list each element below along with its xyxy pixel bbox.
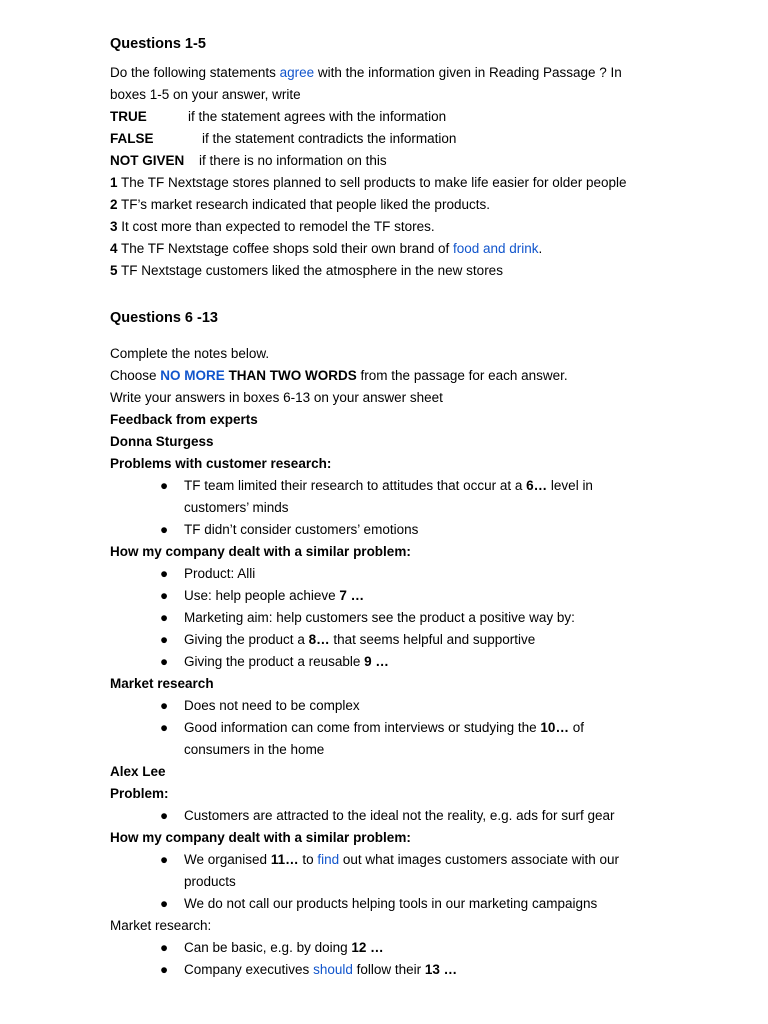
bullet-icon: ● xyxy=(160,610,169,625)
not-given-keyword: NOT GIVEN xyxy=(110,153,185,168)
gap-10: 10… xyxy=(540,720,569,735)
find-link[interactable]: find xyxy=(317,852,340,867)
gap-11: 11… xyxy=(270,852,299,867)
no-more-link[interactable]: NO MORE xyxy=(160,368,225,383)
list-item xyxy=(0,519,768,541)
intro-text: Do the following statements xyxy=(110,65,280,80)
gap-6: 6… xyxy=(526,478,548,493)
statement-number: 4 xyxy=(110,241,118,256)
donna-solution-list xyxy=(0,563,768,673)
list-item xyxy=(0,563,768,585)
how-company-heading-2: How my company dealt with a similar problem: xyxy=(110,830,411,845)
item-text-2: that seems helpful and supportive xyxy=(329,632,536,647)
statement-number: 2 xyxy=(110,197,118,212)
bullet-icon: ● xyxy=(160,896,169,911)
food-and-drink-link[interactable]: food and drink xyxy=(452,241,539,256)
item-text: Company executives xyxy=(184,962,314,977)
bullet-icon: ● xyxy=(160,588,169,603)
q1-instructions xyxy=(110,62,627,282)
statement-text: The TF Nextstage coffee shops sold their own brand of xyxy=(117,241,453,256)
problem-heading: Problem: xyxy=(110,786,169,801)
item-text: We do not call our products helping tools in our marketing campaigns xyxy=(184,896,598,911)
gap-12: 12 … xyxy=(351,940,384,955)
choose-text-end: from the passage for each answer. xyxy=(356,368,568,383)
true-option xyxy=(110,106,627,128)
gap-9: 9 … xyxy=(364,654,389,669)
bullet-icon: ● xyxy=(160,720,169,735)
bullet-icon: ● xyxy=(160,478,169,493)
item-text-2: follow their xyxy=(352,962,425,977)
item-text: Use: help people achieve xyxy=(184,588,340,603)
item-text: We organised xyxy=(184,852,271,867)
bullet-icon: ● xyxy=(160,808,169,823)
q2-heading: Questions 6 -13 xyxy=(110,310,218,326)
statement-number: 3 xyxy=(110,219,118,234)
problems-heading: Problems with customer research: xyxy=(110,456,332,471)
should-link[interactable]: should xyxy=(313,962,353,977)
item-text: Customers are attracted to the ideal not the reality, e.g. ads for surf gear xyxy=(184,808,615,823)
list-item xyxy=(0,585,768,607)
item-text: Giving the product a xyxy=(184,632,309,647)
item-text-2: to xyxy=(298,852,318,867)
q1-intro-line-2: boxes 1-5 on your answer, write xyxy=(110,87,301,102)
statement-text: The TF Nextstage stores planned to sell products to make life easier for older people xyxy=(117,175,627,190)
list-item xyxy=(0,937,768,959)
bullet-icon: ● xyxy=(160,566,169,581)
list-item xyxy=(0,475,768,519)
feedback-heading: Feedback from experts xyxy=(110,412,258,427)
item-text: Giving the product a reusable xyxy=(184,654,365,669)
how-company-heading-1: How my company dealt with a similar problem: xyxy=(110,544,411,559)
alex-problem-list xyxy=(0,805,768,827)
statement-number: 1 xyxy=(110,175,118,190)
item-text-4: products xyxy=(184,874,236,889)
q1-heading: Questions 1-5 xyxy=(110,36,206,52)
item-text: Marketing aim: help customers see the product a positive way by: xyxy=(184,610,575,625)
gap-8: 8… xyxy=(308,632,330,647)
list-item xyxy=(0,695,768,717)
statement-end: . xyxy=(538,241,543,256)
statement-5 xyxy=(110,260,627,282)
item-text: Does not need to be complex xyxy=(184,698,360,713)
list-item xyxy=(0,849,768,893)
list-item xyxy=(0,629,768,651)
item-text-2: of xyxy=(568,720,584,735)
donna-name: Donna Sturgess xyxy=(110,434,214,449)
item-text: Can be basic, e.g. by doing xyxy=(184,940,352,955)
item-text-3: customers’ minds xyxy=(184,500,289,515)
bullet-icon: ● xyxy=(160,962,169,977)
statement-text: TF Nextstage customers liked the atmosphere in the new stores xyxy=(117,263,503,278)
statement-number: 5 xyxy=(110,263,118,278)
write-answers-line: Write your answers in boxes 6-13 on your answer sheet xyxy=(110,390,443,405)
bullet-icon: ● xyxy=(160,654,169,669)
false-description: if the statement contradicts the information xyxy=(202,131,457,146)
item-text-2: level in xyxy=(547,478,593,493)
list-item xyxy=(0,893,768,915)
market-research-list-2 xyxy=(0,937,768,981)
item-text-3: consumers in the home xyxy=(184,742,325,757)
choose-text: Choose xyxy=(110,368,161,383)
statement-3 xyxy=(110,216,627,238)
bullet-icon: ● xyxy=(160,698,169,713)
bullet-icon: ● xyxy=(160,940,169,955)
statement-text: TF’s market research indicated that people liked the products. xyxy=(117,197,490,212)
item-text: TF team limited their research to attitudes that occur at a xyxy=(184,478,527,493)
list-item xyxy=(0,959,768,981)
agree-link[interactable]: agree xyxy=(279,65,315,80)
two-words-text: THAN TWO WORDS xyxy=(224,368,357,383)
not-given-option xyxy=(110,150,627,172)
true-keyword: TRUE xyxy=(110,109,147,124)
statement-2 xyxy=(110,194,627,216)
item-text: TF didn’t consider customers’ emotions xyxy=(184,522,419,537)
false-option xyxy=(110,128,627,150)
item-text-3: out what images customers associate with our xyxy=(339,852,620,867)
not-given-description: if there is no information on this xyxy=(199,153,387,168)
false-keyword: FALSE xyxy=(110,131,154,146)
statement-1 xyxy=(110,172,627,194)
bullet-icon: ● xyxy=(160,852,169,867)
market-research-heading-1: Market research xyxy=(110,676,214,691)
list-item xyxy=(0,717,768,761)
list-item xyxy=(0,805,768,827)
complete-notes: Complete the notes below. xyxy=(110,346,270,361)
true-description: if the statement agrees with the information xyxy=(188,109,447,124)
statement-text: It cost more than expected to remodel the TF stores. xyxy=(117,219,435,234)
market-research-heading-2: Market research: xyxy=(110,918,212,933)
alex-solution-list xyxy=(0,849,768,915)
donna-problems-list xyxy=(0,475,768,541)
market-research-list-1 xyxy=(0,695,768,761)
item-text: Product: Alli xyxy=(184,566,256,581)
intro-text-2: with the information given in Reading Passage ? In xyxy=(314,65,622,80)
bullet-icon: ● xyxy=(160,522,169,537)
bullet-icon: ● xyxy=(160,632,169,647)
gap-13: 13 … xyxy=(424,962,458,977)
list-item xyxy=(0,607,768,629)
alex-name: Alex Lee xyxy=(110,764,166,779)
choose-line xyxy=(110,365,768,387)
q1-intro-line xyxy=(110,62,627,84)
item-text: Good information can come from interviews or studying the xyxy=(184,720,541,735)
q2-notes xyxy=(110,343,768,981)
list-item xyxy=(0,651,768,673)
gap-7: 7 … xyxy=(339,588,365,603)
statement-4 xyxy=(110,238,627,260)
